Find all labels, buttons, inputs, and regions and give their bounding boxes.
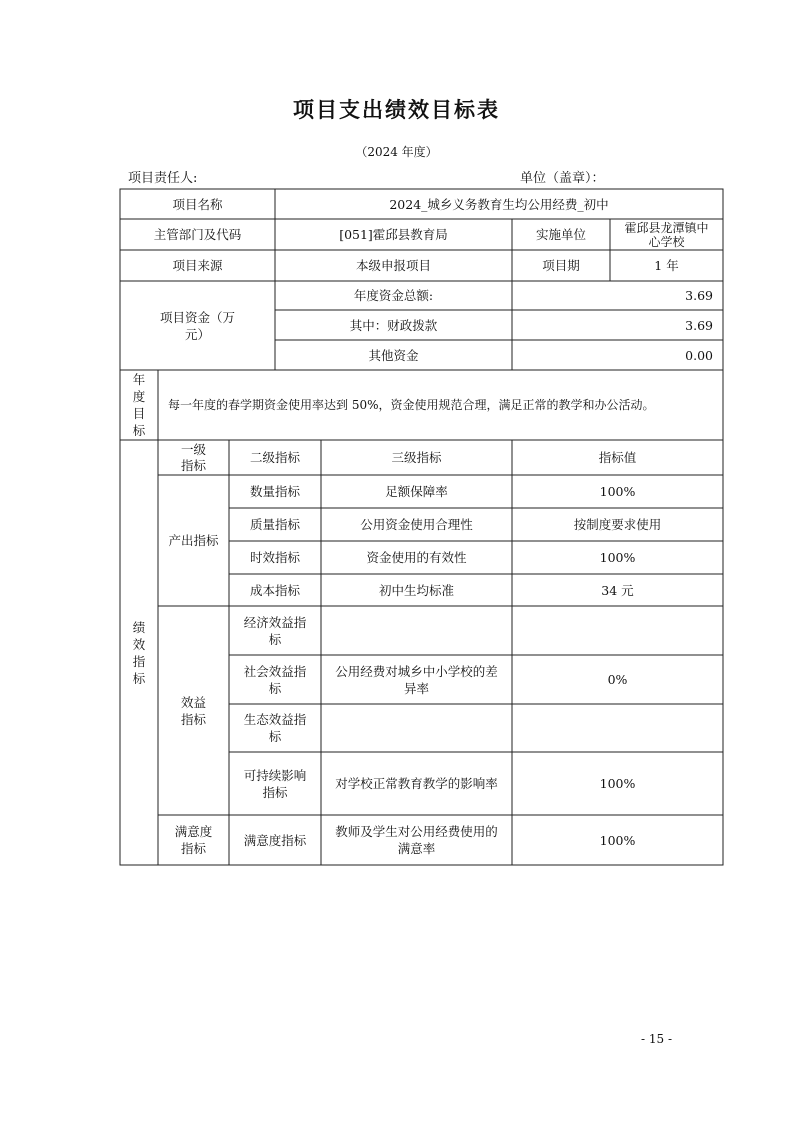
fund-total-label: 年度资金总额:	[353, 288, 434, 303]
header-level3: 三级指标	[391, 450, 442, 465]
row-level3: 教师及学生对公用经费使用的满意率	[335, 824, 498, 856]
annual-goal-text: 每一年度的春学期资金使用率达到 50%，资金使用规范合理，满足正常的教学和办公活动。	[168, 397, 655, 412]
impl-unit-value: 霍邱县龙潭镇中心学校	[624, 220, 709, 249]
row-level2: 可持续影响指标	[243, 767, 307, 800]
source-label: 项目来源	[172, 258, 223, 273]
responsible-person-label: 项目责任人:	[128, 171, 198, 186]
fund-label: 项目资金（万元）	[159, 309, 235, 342]
fund-other-value: 0.00	[685, 347, 713, 363]
row-value: 100%	[599, 832, 636, 848]
row-level2: 质量指标	[249, 517, 300, 532]
header-value: 指标值	[598, 450, 637, 465]
row-level3: 足额保障率	[385, 484, 448, 499]
page-number: - 15 -	[641, 1032, 673, 1046]
row-value: 按制度要求使用	[573, 517, 662, 532]
row-value: 100%	[599, 484, 636, 499]
annual-goal-label: 年度目标	[132, 372, 146, 438]
dept-label: 主管部门及代码	[153, 227, 242, 242]
row-level2: 成本指标	[249, 582, 300, 598]
period-value: 1 年	[654, 258, 679, 273]
row-level2: 数量指标	[249, 484, 300, 499]
row-level3: 资金使用的有效性	[366, 550, 467, 565]
row-value: 100%	[599, 550, 636, 565]
dept-value: [051]霍邱县教育局	[339, 227, 448, 242]
row-level3: 公用经费对城乡中小学校的差异率	[335, 663, 498, 696]
row-value	[512, 606, 723, 655]
unit-seal-label: 单位（盖章）：	[520, 171, 605, 186]
benefit-indicator-label: 效益指标	[180, 694, 206, 727]
fund-fiscal-label: 其中：财政拨款	[349, 317, 438, 333]
project-name-label: 项目名称	[172, 196, 223, 212]
row-level3: 初中生均标准	[378, 582, 454, 598]
year-subtitle: （2024 年度）	[355, 145, 438, 159]
row-level2: 时效指标	[249, 550, 300, 565]
row-level3	[321, 704, 512, 752]
header-level2: 二级指标	[249, 450, 300, 465]
row-level3: 对学校正常教育教学的影响率	[335, 776, 498, 791]
row-level2: 社会效益指标	[243, 663, 307, 696]
row-level2: 经济效益指标	[243, 614, 307, 647]
page-title: 项目支出绩效目标表	[293, 98, 500, 122]
fund-fiscal-value: 3.69	[685, 317, 713, 333]
row-value: 34 元	[601, 582, 634, 598]
period-label: 项目期	[542, 258, 580, 273]
output-indicator-label: 产出指标	[168, 533, 219, 548]
row-level2: 生态效益指标	[243, 712, 307, 744]
project-name-value: 2024_城乡义务教育生均公用经费_初中	[389, 196, 609, 212]
row-level3: 公用资金使用合理性	[360, 517, 473, 532]
row-value	[512, 704, 723, 752]
satisfaction-indicator-label: 满意度指标	[174, 824, 213, 856]
performance-indicator-label: 绩效指标	[132, 619, 146, 686]
row-value: 0%	[607, 672, 628, 687]
row-value: 100%	[599, 776, 636, 791]
row-level2: 满意度指标	[243, 832, 307, 848]
header-level1: 一级指标	[180, 441, 206, 473]
impl-unit-label: 实施单位	[535, 227, 586, 242]
fund-total-value: 3.69	[685, 288, 713, 303]
fund-other-label: 其他资金	[368, 347, 419, 363]
row-level3	[321, 606, 512, 655]
source-value: 本级申报项目	[355, 258, 431, 273]
